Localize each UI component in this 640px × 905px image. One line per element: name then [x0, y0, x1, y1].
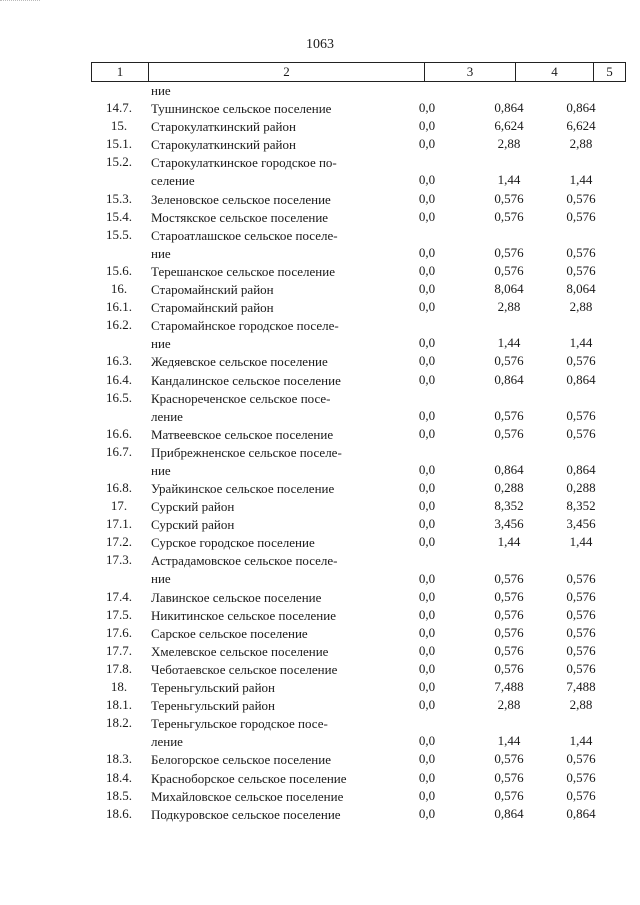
row-number: 18.6.: [106, 805, 132, 821]
row-name-line: Никитинское сельское поселение: [151, 607, 336, 623]
value-col-3: 0,0: [418, 425, 436, 441]
table-row: [0, 516, 640, 534]
value-col-4: 0,576: [494, 769, 524, 785]
row-number: 18.2.: [106, 715, 132, 731]
row-name: [151, 751, 386, 769]
value-col-3: 0,0: [418, 262, 436, 278]
row-name-line: Тереньгульский район: [151, 680, 275, 696]
value-col-4: 8,352: [494, 498, 524, 514]
value-col-3: 0,0: [418, 805, 436, 821]
table-row: [0, 788, 640, 806]
value-col-4: 0,864: [494, 461, 524, 477]
row-name-line: Хмелевское сельское поселение: [151, 643, 329, 659]
value-col-4: 0,576: [494, 570, 524, 586]
value-col-4: 0,576: [494, 425, 524, 441]
header-col-2: 2: [149, 63, 425, 81]
value-col-5: 0,576: [566, 208, 596, 224]
value-col-5: 3,456: [566, 516, 596, 532]
value-col-4: 1,44: [497, 733, 521, 749]
value-col-4: 0,576: [494, 262, 524, 278]
row-number: 16.4.: [106, 371, 132, 387]
row-number: 15.1.: [106, 136, 132, 152]
row-name: [151, 209, 386, 227]
row-name: [151, 715, 386, 751]
value-col-3: 0,0: [418, 299, 436, 315]
table-header: [91, 62, 626, 82]
row-name: [151, 263, 386, 281]
row-number: 16.5.: [106, 389, 132, 405]
value-col-5: 2,88: [569, 299, 593, 315]
row-number: 16.6.: [106, 425, 132, 441]
row-name-line: Чеботаевское сельское поселение: [151, 662, 338, 677]
row-name-line: Тереньгульское городское посе-: [151, 716, 328, 732]
value-col-5: 0,576: [566, 606, 596, 622]
row-number: 16.7.: [106, 443, 132, 459]
value-col-3: 0,0: [418, 480, 436, 496]
row-name-line: Старомайнский район: [151, 282, 274, 298]
row-name-line: Красноборское сельское поселение: [151, 770, 347, 786]
value-col-5: 0,576: [566, 787, 596, 803]
value-col-3: 0,0: [418, 661, 436, 676]
row-name: [151, 589, 386, 607]
row-name: [151, 625, 386, 643]
value-col-3: 0,0: [418, 244, 436, 260]
row-name: [151, 191, 386, 209]
value-col-5: 0,576: [566, 190, 596, 206]
value-col-4: 2,88: [497, 299, 521, 315]
row-name: [151, 281, 386, 299]
value-col-4: 0,576: [494, 624, 524, 640]
row-name-line: ние: [151, 336, 171, 352]
value-col-5: 0,288: [566, 480, 596, 496]
table-row: [0, 299, 640, 317]
row-name: [151, 607, 386, 625]
row-number: 17.7.: [106, 642, 132, 658]
table-row: [0, 480, 640, 498]
value-col-3: 0,0: [418, 100, 436, 116]
row-number: 16.8.: [106, 480, 132, 496]
value-col-5: 0,576: [566, 624, 596, 640]
table-row: [0, 154, 640, 190]
value-col-4: 0,576: [494, 606, 524, 622]
value-col-5: 0,576: [566, 588, 596, 604]
value-col-5: 0,576: [566, 262, 596, 278]
value-col-5: 0,864: [566, 805, 596, 821]
row-name-line: ние: [151, 571, 171, 587]
value-col-5: 2,88: [569, 697, 593, 713]
row-name: [151, 788, 386, 806]
row-name: [151, 100, 386, 118]
row-number: 16.3.: [106, 353, 132, 369]
value-col-3: 0,0: [418, 498, 436, 514]
table-row: [0, 191, 640, 209]
row-name: [151, 82, 386, 100]
row-number: 15.6.: [106, 262, 132, 278]
value-col-3: 0,0: [418, 118, 436, 134]
table-row: [0, 751, 640, 769]
value-col-4: 1,44: [497, 534, 521, 550]
row-name: [151, 118, 386, 136]
header-col-5: 5: [606, 64, 613, 79]
table-row: [0, 209, 640, 227]
row-name: [151, 317, 386, 353]
row-name-line: Матвеевское сельское поселение: [151, 426, 334, 442]
value-col-5: 8,064: [566, 281, 596, 297]
value-col-5: 0,576: [566, 244, 596, 260]
value-col-5: 2,88: [569, 136, 593, 152]
row-name-line: Терешанское сельское поселение: [151, 263, 335, 279]
table-row: [0, 281, 640, 299]
value-col-3: 0,0: [418, 769, 436, 785]
row-name-line: Тереньгульский район: [151, 698, 275, 714]
row-name-line: Старокулаткинский район: [151, 137, 296, 153]
table-row: [0, 715, 640, 751]
table-row: [0, 770, 640, 788]
row-name-line: Старомайнский район: [151, 300, 274, 316]
value-col-4: 0,576: [494, 407, 524, 423]
row-number: 18.5.: [106, 787, 132, 803]
row-name-line: Старокулаткинское городское по-: [151, 155, 337, 171]
row-name-line: Михайловское сельское поселение: [151, 788, 344, 804]
row-name-line: Сурский район: [151, 499, 235, 515]
value-col-5: 0,864: [566, 100, 596, 116]
row-number: 15.: [110, 118, 128, 134]
value-col-3: 0,0: [418, 353, 436, 369]
value-col-3: 0,0: [418, 642, 436, 658]
row-name-line: Астрадамовское сельское поселе-: [151, 553, 338, 569]
value-col-3: 0,0: [418, 335, 436, 351]
value-col-3: 0,0: [418, 516, 436, 532]
row-name: [151, 643, 386, 661]
row-name-line: ление: [151, 734, 183, 750]
row-number: 18.3.: [106, 751, 132, 767]
value-col-5: 0,576: [566, 769, 596, 785]
row-number: 18.: [110, 679, 128, 695]
table-row: [0, 552, 640, 588]
value-col-5: 0,576: [566, 425, 596, 441]
value-col-3: 0,0: [418, 787, 436, 803]
value-col-4: 0,576: [494, 244, 524, 260]
value-col-5: 0,576: [566, 661, 596, 676]
row-name: [151, 697, 386, 715]
row-name-line: ние: [151, 245, 171, 261]
table-row: [0, 697, 640, 715]
value-col-4: 0,576: [494, 190, 524, 206]
table-row: [0, 607, 640, 625]
row-name-line: селение: [151, 173, 195, 189]
row-number: 17.4.: [106, 588, 132, 604]
value-col-3: 0,0: [418, 371, 436, 387]
value-col-4: 3,456: [494, 516, 524, 532]
table-row: [0, 82, 640, 100]
row-name-line: ние: [151, 83, 171, 98]
row-number: 15.5.: [106, 226, 132, 242]
table-row: [0, 589, 640, 607]
row-number: 17.5.: [106, 606, 132, 622]
row-name: [151, 498, 386, 516]
value-col-4: 0,576: [494, 642, 524, 658]
row-name-line: Подкуровское сельское поселение: [151, 806, 341, 822]
row-name: [151, 227, 386, 263]
row-name-line: Староатлашское сельское поселе-: [151, 227, 338, 243]
value-col-4: 2,88: [497, 697, 521, 713]
table-row: [0, 390, 640, 426]
row-name: [151, 552, 386, 588]
header-col-3: 3: [425, 63, 516, 81]
value-col-3: 0,0: [418, 281, 436, 297]
row-name-line: ление: [151, 408, 183, 424]
value-col-4: 6,624: [494, 118, 524, 134]
value-col-4: 0,864: [494, 100, 524, 116]
row-name: [151, 299, 386, 317]
row-number: 17.1.: [106, 516, 132, 532]
value-col-4: 7,488: [494, 679, 524, 695]
row-name: [151, 444, 386, 480]
row-number: 17.: [110, 498, 128, 514]
value-col-3: 0,0: [418, 606, 436, 622]
table-body: [0, 82, 640, 824]
value-col-3: 0,0: [418, 461, 436, 477]
value-col-5: 8,352: [566, 498, 596, 514]
row-name: [151, 426, 386, 444]
table-row: [0, 625, 640, 643]
row-name-line: Белогорское сельское поселение: [151, 752, 331, 768]
value-col-4: 1,44: [497, 335, 521, 351]
value-col-5: 1,44: [569, 534, 593, 550]
row-name: [151, 154, 386, 190]
value-col-4: 0,576: [494, 751, 524, 767]
value-col-3: 0,0: [418, 172, 436, 188]
value-col-3: 0,0: [418, 624, 436, 640]
row-number: 17.8.: [106, 661, 132, 676]
value-col-3: 0,0: [418, 190, 436, 206]
page-number: 1063: [306, 37, 334, 52]
row-name-line: ние: [151, 462, 171, 478]
table-row: [0, 643, 640, 661]
header-col-1: 1: [92, 63, 149, 81]
table-row: [0, 263, 640, 281]
value-col-4: 1,44: [497, 172, 521, 188]
row-name-line: Старомайнское городское поселе-: [151, 318, 339, 334]
value-col-5: 6,624: [566, 118, 596, 134]
row-name-line: Сарское сельское поселение: [151, 625, 308, 641]
row-name: [151, 534, 386, 552]
row-name-line: Лавинское сельское поселение: [151, 589, 322, 605]
value-col-4: 0,576: [494, 588, 524, 604]
value-col-5: 0,576: [566, 407, 596, 423]
value-col-4: 0,576: [494, 787, 524, 803]
value-col-4: 0,864: [494, 805, 524, 821]
row-name-line: Тушнинское сельское поселение: [151, 101, 332, 117]
value-col-3: 0,0: [418, 407, 436, 423]
scan-artifact: [0, 0, 40, 2]
row-name-line: Сурский район: [151, 517, 235, 533]
row-number: 16.: [110, 281, 128, 297]
value-col-4: 8,064: [494, 281, 524, 297]
table-row: [0, 679, 640, 697]
row-name: [151, 372, 386, 390]
row-name: [151, 390, 386, 426]
row-name-line: Сурское городское поселение: [151, 535, 315, 551]
row-number: 16.1.: [106, 299, 132, 315]
value-col-5: 1,44: [569, 335, 593, 351]
table-row: [0, 227, 640, 263]
table-row: [0, 806, 640, 824]
row-name-line: Мостякское сельское поселение: [151, 209, 329, 225]
row-name: [151, 806, 386, 824]
value-col-5: 0,576: [566, 751, 596, 767]
table-row: [0, 661, 640, 679]
table-row: [0, 118, 640, 136]
row-name-line: Урайкинское сельское поселение: [151, 481, 335, 497]
row-name: [151, 516, 386, 534]
value-col-5: 0,576: [566, 570, 596, 586]
value-col-3: 0,0: [418, 588, 436, 604]
row-number: 17.6.: [106, 624, 132, 640]
row-name-line: Жедяевское сельское поселение: [151, 354, 328, 370]
row-name-line: Прибрежненское сельское поселе-: [151, 444, 342, 460]
row-name: [151, 661, 386, 679]
value-col-5: 7,488: [566, 679, 596, 695]
row-number: 16.2.: [106, 317, 132, 333]
row-name: [151, 770, 386, 788]
value-col-4: 2,88: [497, 136, 521, 152]
value-col-4: 0,576: [494, 661, 524, 676]
value-col-5: 0,576: [566, 353, 596, 369]
value-col-3: 0,0: [418, 208, 436, 224]
table-row: [0, 426, 640, 444]
row-name: [151, 679, 386, 697]
row-number: 18.1.: [106, 697, 132, 713]
table-row: [0, 353, 640, 371]
table-row: [0, 136, 640, 154]
value-col-3: 0,0: [418, 534, 436, 550]
value-col-4: 0,864: [494, 371, 524, 387]
value-col-3: 0,0: [418, 679, 436, 695]
row-name-line: Старокулаткинский район: [151, 119, 296, 135]
value-col-5: 0,864: [566, 461, 596, 477]
table-row: [0, 372, 640, 390]
row-name: [151, 136, 386, 154]
row-name: [151, 480, 386, 498]
table-row: [0, 100, 640, 118]
value-col-4: 0,288: [494, 480, 524, 496]
value-col-3: 0,0: [418, 697, 436, 713]
table-row: [0, 444, 640, 480]
table-row: [0, 534, 640, 552]
row-number: 15.3.: [106, 190, 132, 206]
value-col-5: 1,44: [569, 733, 593, 749]
value-col-3: 0,0: [418, 136, 436, 152]
row-name-line: Краснореченское сельское посе-: [151, 390, 331, 406]
value-col-5: 0,576: [566, 642, 596, 658]
value-col-5: 0,864: [566, 371, 596, 387]
row-number: 14.7.: [106, 100, 132, 116]
value-col-3: 0,0: [418, 570, 436, 586]
value-col-4: 0,576: [494, 208, 524, 224]
row-number: 15.2.: [106, 154, 132, 170]
row-number: 17.3.: [106, 552, 132, 568]
row-number: 15.4.: [106, 208, 132, 224]
row-name-line: Зеленовское сельское поселение: [151, 191, 331, 207]
row-name-line: Кандалинское сельское поселение: [151, 372, 341, 388]
table-row: [0, 498, 640, 516]
row-number: 18.4.: [106, 769, 132, 785]
table-row: [0, 317, 640, 353]
row-number: 17.2.: [106, 534, 132, 550]
row-name: [151, 353, 386, 371]
value-col-3: 0,0: [418, 733, 436, 749]
value-col-5: 1,44: [569, 172, 593, 188]
value-col-4: 0,576: [494, 353, 524, 369]
header-col-4: 4: [516, 63, 594, 81]
value-col-3: 0,0: [418, 751, 436, 767]
